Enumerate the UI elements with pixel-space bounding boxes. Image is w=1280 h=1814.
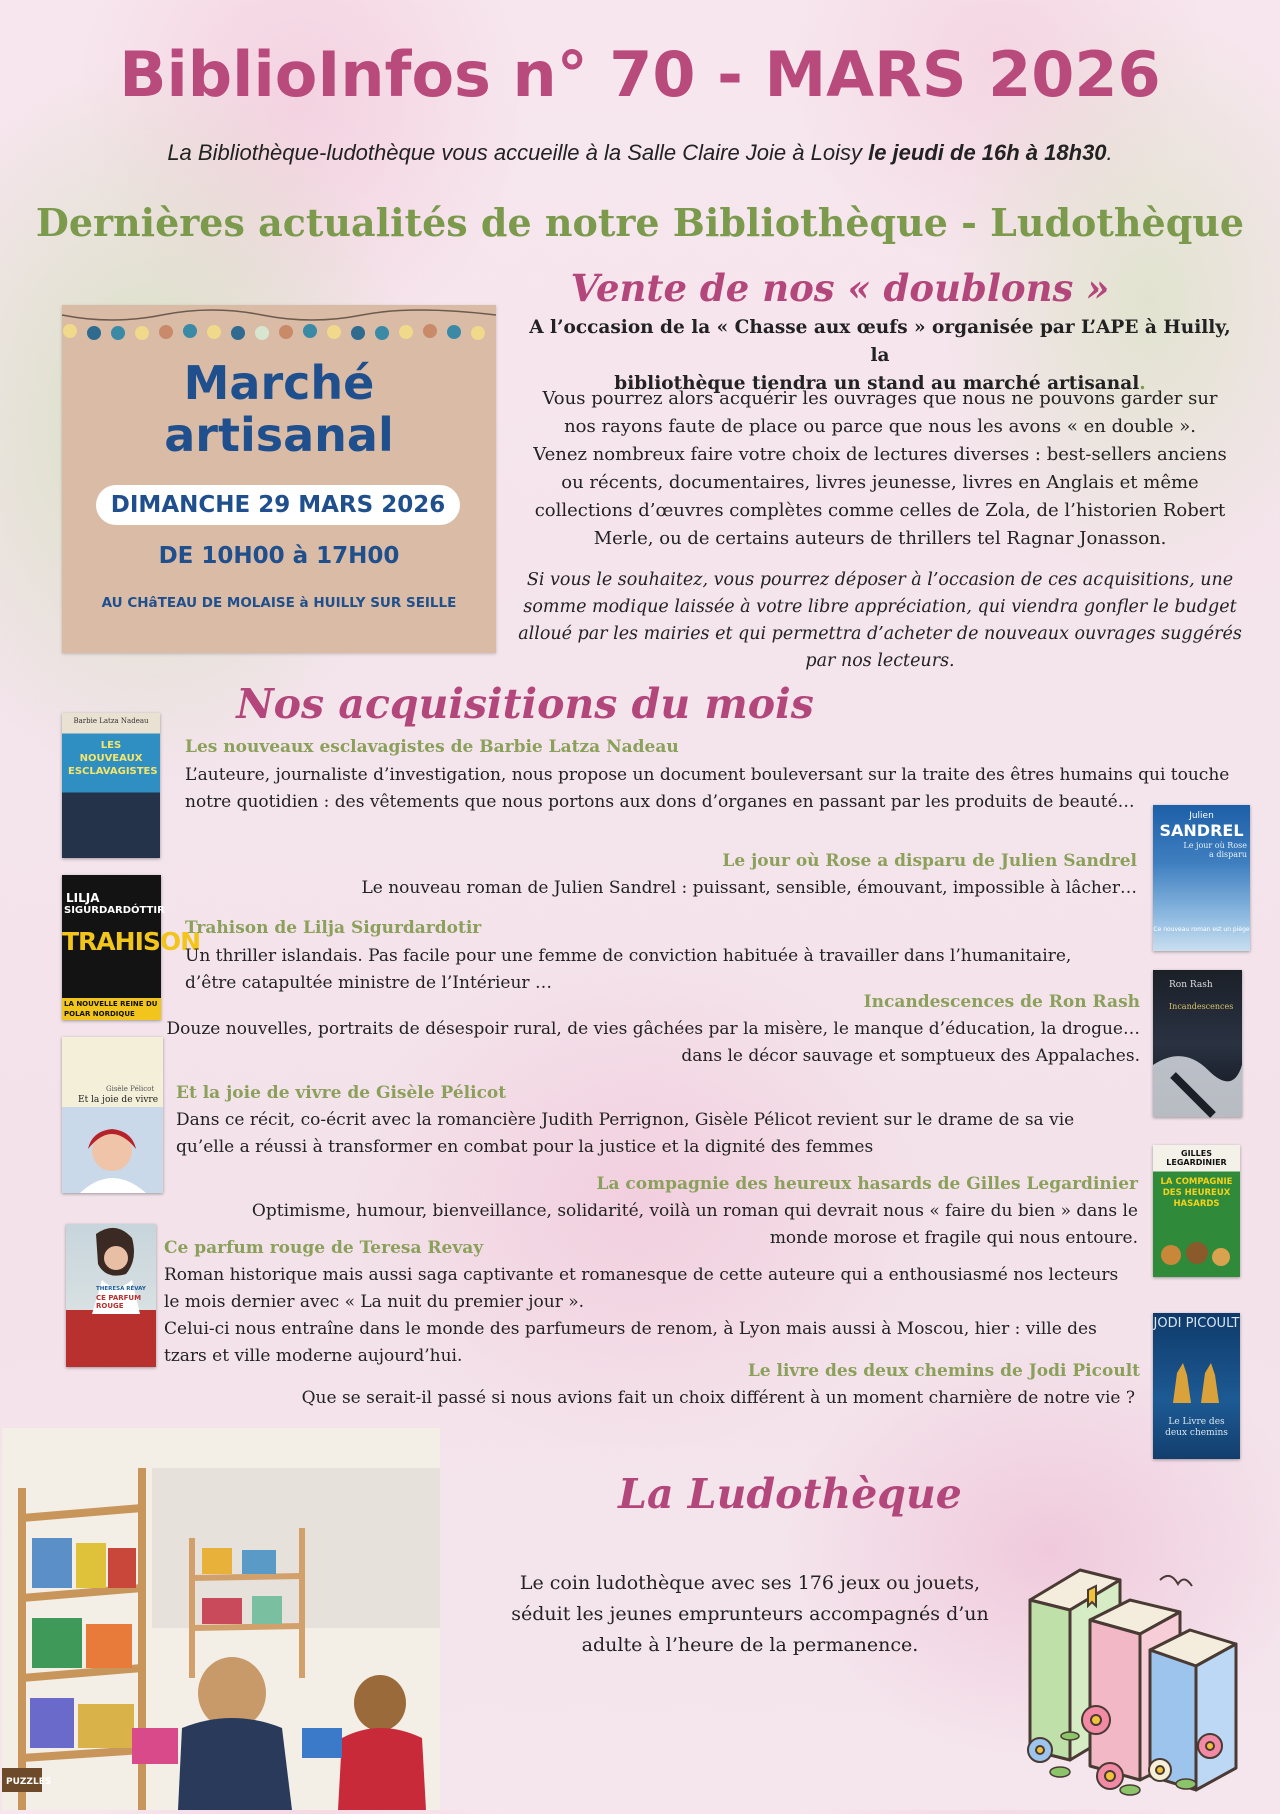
cover-note: Ce nouveau roman est un piège	[1153, 926, 1250, 933]
book-title-2: Le jour où Rose a disparu de Julien Sandrel	[722, 851, 1137, 871]
book-title-7: Ce parfum rouge de Teresa Revay	[164, 1238, 484, 1258]
book-cover-incandescences	[1153, 970, 1242, 1117]
book-desc-8: Que se serait-il passé si nous avions fait un choix différent à un moment charnière de notre vie ?	[301, 1388, 1135, 1408]
cover-title: LA COMPAGNIE DES HEUREUX HASARDS	[1160, 1177, 1233, 1209]
cover-title: LES NOUVEAUX ESCLAVAGISTES	[68, 740, 158, 777]
book-cover-parfum-rouge	[66, 1224, 156, 1367]
poster-title-line1: Marché	[183, 356, 375, 410]
cover-author: GILLES LEGARDINIER	[1166, 1149, 1227, 1167]
cover-title: Le Livre des deux chemins	[1165, 1417, 1228, 1438]
poster-place: AU CHâTEAU DE MOLAISE à HUILLY SUR SEILLE	[101, 595, 457, 611]
ludotheque-title: La Ludothèque	[618, 1470, 962, 1518]
book-title-5: Et la joie de vivre de Gisèle Pélicot	[176, 1083, 507, 1103]
poster-date: DIMANCHE 29 MARS 2026	[96, 485, 460, 525]
cover-author: SANDREL	[1159, 821, 1244, 840]
book-desc-5: Dans ce récit, co-écrit avec la romancière Judith Perrignon, Gisèle Pélicot revient sur le drame de sa vie qu’elle a réussi à transformer en combat pour la justice et la dignité des femmes	[176, 1110, 1075, 1157]
poster-hours: DE 10H00 à 17H00	[158, 543, 400, 569]
book-desc-7-para1: Roman historique mais aussi saga captivante et romanesque de cette auteure qui a enthousiasmé nos lecteurs le mois dernier avec « La nuit du premier jour ».	[164, 1265, 1119, 1312]
ludotheque-photo	[2, 1428, 440, 1810]
welcome-hours: le jeudi de 16h à 18h30	[868, 140, 1107, 165]
book-desc-6-line1: Optimisme, humour, bienveillance, solidarité, voilà un roman qui devrait nous « faire du bien » dans le	[251, 1201, 1138, 1221]
book-cover-joie-de-vivre	[62, 1037, 163, 1193]
book-cover-trahison	[62, 875, 201, 1020]
cover-title: Et la joie de vivre	[78, 1095, 159, 1105]
cover-title: CE PARFUM ROUGE	[96, 1294, 142, 1310]
book-desc-4	[150, 1016, 1140, 1070]
vente-body-para2: Venez nombreux faire votre choix de lectures diverses : best-sellers anciens ou récents, documentaires, livres jeunesse, livres en Anglais et même collections d’œuvres complètes comme celles de Zola, de l’historien Robert Merle, ou de certains auteurs de thrillers tel Ragnar Jonasson.	[533, 444, 1227, 549]
cover-animals-icon	[1153, 1225, 1240, 1277]
book-desc-7-para2: Celui-ci nous entraîne dans le monde des parfumeurs de renom, à Lyon mais aussi à Moscou, hier : ville des tzars et ville moderne aujourd’hui.	[164, 1319, 1097, 1366]
vente-body	[520, 385, 1240, 553]
book-title-3: Trahison de Lilja Sigurdardotir	[185, 918, 482, 938]
book-desc-1: L’auteure, journaliste d’investigation, nous propose un document bouleversant sur la traite des êtres humains qui touche notre quotidien : des vêtements que nous portons aux dons d’organes en passant par les produits de beauté…	[185, 765, 1230, 812]
cover-landscape-icon	[1153, 1025, 1242, 1117]
newsletter-title: BiblioInfos n° 70 - MARS 2026	[119, 38, 1161, 111]
book-desc-4-line1: Douze nouvelles, portraits de désespoir rural, de vies gâchées par la misère, le manque d’éducation, la drogue…	[166, 1019, 1140, 1039]
book-title-1: Les nouveaux esclavagistes de Barbie Latza Nadeau	[185, 737, 679, 757]
books-flowers-illustration	[1010, 1540, 1250, 1800]
cover-note: LA NOUVELLE REINE DU POLAR NORDIQUE	[62, 998, 161, 1020]
cover-author: Gisèle Pélicot	[106, 1085, 155, 1093]
ludotheque-photo-illustration	[2, 1428, 440, 1810]
vente-lead-line2: bibliothèque tiendra un stand au marché artisanal	[614, 373, 1140, 394]
welcome-end: .	[1106, 140, 1113, 165]
book-cover-nouveaux-esclavagistes	[62, 713, 160, 858]
book-desc-3: Un thriller islandais. Pas facile pour une femme de conviction habituée à travailler dans l’humanitaire, d’être catapultée ministre de l’Intérieur …	[185, 946, 1072, 993]
poster-title	[62, 357, 496, 461]
welcome-line	[40, 140, 1240, 166]
vente-lead-line1: A l’occasion de la « Chasse aux œufs » organisée par L’APE à Huilly, la	[529, 317, 1231, 366]
cover-author: JODI PICOULT	[1153, 1316, 1240, 1331]
cover-author-first: Julien	[1189, 811, 1214, 821]
welcome-text: La Bibliothèque-ludothèque vous accueille à la Salle Claire Joie à Loisy	[167, 140, 869, 165]
news-heading: Dernières actualités de notre Bibliothèque - Ludothèque	[35, 200, 1245, 245]
cover-author-1: LILJA	[66, 891, 100, 905]
cover-title: Incandescences	[1169, 1002, 1234, 1011]
poster-title-line2: artisanal	[164, 408, 394, 462]
book-desc-4-line2: dans le décor sauvage et somptueux des Appalaches.	[681, 1046, 1140, 1066]
vente-lead-dot: .	[1139, 373, 1146, 394]
cover-animals-icon	[1163, 1353, 1230, 1405]
garland-decoration	[62, 305, 496, 345]
acquisitions-title: Nos acquisitions du mois	[236, 680, 814, 728]
book-cover-compagnie	[1153, 1145, 1240, 1277]
book-title-6: La compagnie des heureux hasards de Gilles Legardinier	[596, 1174, 1138, 1194]
vente-body-para1: Vous pourrez alors acquérir les ouvrages que nous ne pouvons garder sur nos rayons faute de place ou parce que nous les avons « en double ».	[542, 388, 1218, 437]
book-cover-deux-chemins	[1153, 1313, 1240, 1459]
book-cover-jour-rose	[1153, 805, 1250, 951]
book-desc-2: Le nouveau roman de Julien Sandrel : puissant, sensible, émouvant, impossible à lâcher…	[361, 878, 1137, 898]
book-title-8: Le livre des deux chemins de Jodi Picoult	[747, 1361, 1140, 1381]
cover-author: THERESA RÉVAY	[96, 1286, 146, 1292]
puzzles-label: PUZZLES	[6, 1777, 52, 1787]
book-title-4: Incandescences de Ron Rash	[863, 992, 1140, 1012]
book-desc-6-line2: monde morose et fragile qui nous entoure.	[769, 1228, 1138, 1248]
vente-title: Vente de nos « doublons »	[570, 266, 1110, 310]
cover-title: Le jour où Rose a disparu	[1183, 841, 1247, 859]
vente-donation-note: Si vous le souhaitez, vous pourrez déposer à l’occasion de ces acquisitions, une somme modique laissée à votre libre appréciation, qui viendra gonfler le budget alloué par les mairies et qui permettra d’acheter de nouveaux ouvrages suggérés par nos lecteurs.	[518, 570, 1242, 671]
ludotheque-text: Le coin ludothèque avec ses 176 jeux ou jouets, séduit les jeunes emprunteurs accompagnés d’un adulte à l’heure de la permanence.	[511, 1572, 989, 1656]
cover-author-2: SIGURDARDÓTTIR	[64, 905, 165, 916]
cover-author: Barbie Latza Nadeau	[73, 717, 149, 725]
cover-portrait-icon	[62, 1121, 163, 1193]
cover-author: Ron Rash	[1169, 980, 1213, 990]
market-poster	[62, 305, 496, 653]
book-desc-7	[164, 1262, 1134, 1370]
cover-title: TRAHISON	[62, 927, 201, 956]
